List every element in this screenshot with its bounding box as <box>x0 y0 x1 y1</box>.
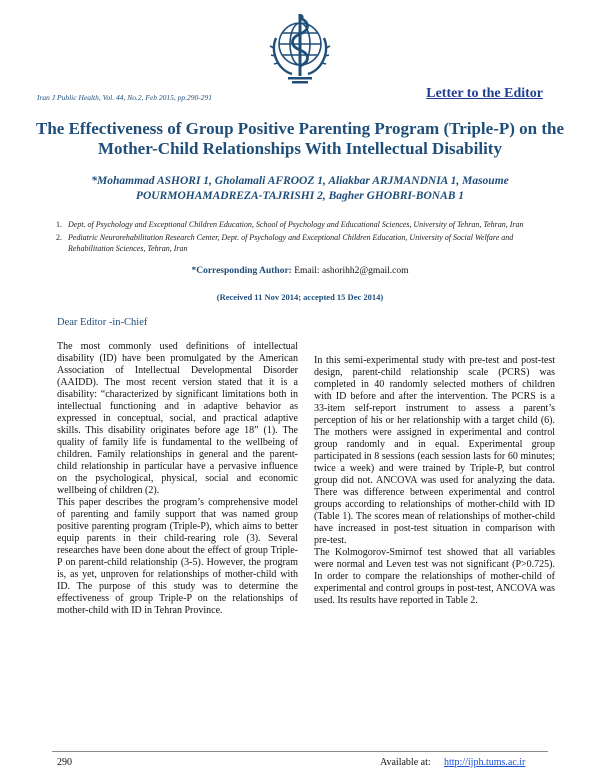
received-dates: (Received 11 Nov 2014; accepted 15 Dec 2014) <box>216 292 384 302</box>
footer-divider <box>52 751 548 752</box>
available-label: Available at: <box>380 757 431 768</box>
salutation: Dear Editor -in-Chief <box>57 317 148 328</box>
affiliation-number: 2. <box>56 233 62 242</box>
body-column-right <box>314 355 555 607</box>
affiliation-text: Pediatric Neurorehabilitation Research Center, Dept. of Psychology and Exceptional Children Education, University of Social Welfare and Rehabilitation Sciences, Tehran, Iran <box>68 233 514 253</box>
affiliation-number: 1. <box>56 220 62 229</box>
author-list: *Mohammad ASHORI 1, Gholamali AFROOZ 1, Aliakbar ARJMANDNIA 1, Masoume POURMOHAMADREZA-TAJRISHI 2, Bagher GHOBRI-BONAB 1 <box>91 175 509 202</box>
journal-url-link[interactable]: http://ijph.tums.ac.ir <box>444 757 526 768</box>
caduceus-globe-icon <box>268 8 332 86</box>
email-address[interactable]: ashorihh2@gmail.com <box>321 266 409 276</box>
affiliation-text: Dept. of Psychology and Exceptional Children Education, School of Psychology and Educational Sciences, University of Tehran, Tehran, Iran <box>68 220 524 229</box>
affiliation-item <box>56 219 550 230</box>
page-number: 290 <box>57 757 72 768</box>
journal-reference: Iran J Public Health, Vol. 44, No.2, Feb 2015, pp.290-291 <box>37 93 212 102</box>
body-paragraph: In this semi-experimental study with pre-test and post-test design, parent-child relationship scale (PCRS) was completed in 40 randomly selected mothers of children with ID before and after the intervention. The PCRS is a 33-item self-report instrument to assess a parent’s perception of his or her relationship with a target child (6). The mothers were assigned in experimental and control group randomly and in equal. Experimental group participated in 8 sessions (each session lasts for 60 minutes; twice a week) and were trained by Triple-P, but control group did not. ANCOVA was used for analyzing the data. There was difference between experimental and control groups according to relationships of mother-child with ID (Table 1). The scores mean of relationships of mother-child have increased in post-test situation in comparison with pre-test. <box>314 355 555 546</box>
body-paragraph: This paper describes the program’s comprehensive model of parenting and family support that was named group positive parenting program (Triple-P), which aims to better equip parents in their child-rearing role (3). Several researches have been done about the effect of group Triple-P on parent-child relationship (3-5). However, the program is, as yet, unproven for relationships of mother-child with ID. The purpose of this study was to determine the effectiveness of group Triple-P on the relationships of mother-child with ID in Tehran Province. <box>57 497 298 616</box>
affiliations <box>56 219 550 256</box>
email-label: Email: <box>294 266 320 276</box>
body-column-left <box>57 341 298 617</box>
affiliation-item <box>56 232 550 254</box>
corresponding-label: *Corresponding Author: <box>191 266 292 276</box>
body-paragraph: The most commonly used definitions of intellectual disability (ID) have been promulgated by the American Association of Intellectual Developmental Disorder (AAIDD). The most recent version stated that it is a disability: “characterized by significant limitations both in intellectual functioning and in adaptive behavior as expressed in conceptual, social, and practical adaptive skills. This disability originates before age 18” (1). The quality of family life is fundamental to the wellbeing of children. Family relationships in general and the parent-child relationship in particular have a pervasive influence on the psychological, physical, social and economic wellbeing of children (2). <box>57 341 298 496</box>
paper-title: The Effectiveness of Group Positive Parenting Program (Triple-P) on the Mother-Child Relationships With Intellectual Disability <box>35 119 565 158</box>
body-paragraph: The Kolmogorov-Smirnof test showed that all variables were normal and Leven test was not significant (P>0.725). In order to compare the relationships of mother-child of experimental and control groups in post-test, ANCOVA was used. Its results have reported in Table 2. <box>314 547 555 606</box>
corresponding-author <box>0 266 600 276</box>
section-label: Letter to the Editor <box>426 86 543 101</box>
